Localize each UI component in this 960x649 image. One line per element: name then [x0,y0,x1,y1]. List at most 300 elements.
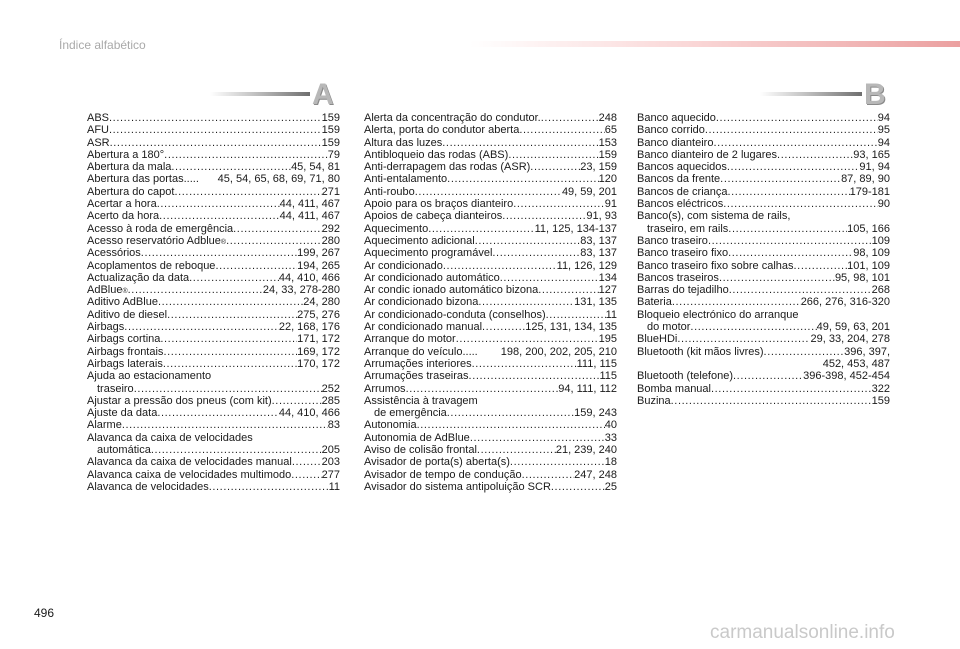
dot-leader [109,112,322,124]
index-entry [637,395,890,407]
index-entry-term: Ar condicionado manual [364,321,483,334]
dot-leader [472,358,577,370]
index-entry-pages: 87, 89, 90 [841,173,890,186]
index-entry-term: Aquecimento [364,222,429,235]
dot-leader [124,321,279,333]
index-entry [364,161,617,173]
index-column-3 [637,112,890,407]
index-entry-term: Banco corrido [637,124,705,137]
dot-leader [428,223,534,235]
watermark: carmanualsonline.info [710,622,895,643]
index-entry-term: Alarme [87,419,122,432]
index-entry-term: Assistência à travagem [364,394,478,407]
index-entry [364,260,617,272]
index-entry-pages: 285 [321,394,340,407]
index-entry-term: Anti-derrapagem das rodas (ASR) [364,161,531,174]
index-entry-term: Acessórios [87,247,141,260]
index-entry-pages: 22, 168, 176 [278,321,340,334]
dot-leader [417,419,605,431]
dot-leader [475,235,581,247]
index-entry-term: Alerta, porta do condutor aberta [364,124,520,137]
index-entry-pages: 452, 453, 487 [822,357,890,370]
index-entry-term: Aditivo de diesel [87,308,168,321]
dot-leader [508,149,598,161]
section-a-bar [210,92,310,96]
dot-leader [215,260,297,272]
index-entry [87,161,340,173]
index-entry [87,272,340,284]
index-entry [87,358,340,370]
index-entry-pages: 83 [327,419,340,432]
index-entry-pages: 94, 111, 112 [558,382,617,395]
index-entry-term: Bluetooth (telefone) [637,370,734,383]
dot-leader [406,383,559,395]
dot-leader [415,186,562,198]
index-entry [87,346,340,358]
dot-leader [163,358,297,370]
index-column-2 [364,112,617,493]
index-entry-term: Banco dianteiro [637,136,714,149]
index-entry-pages: 248 [598,112,617,124]
index-entry-pages: 134 [598,271,617,284]
index-entry-pages: 11 [328,480,340,493]
index-entry [637,149,890,161]
index-entry-pages: 252 [321,382,340,395]
dot-leader [522,469,575,481]
index-entry-term: Alavanca de velocidades [87,480,209,493]
index-entry [87,481,340,493]
index-entry-pages: 49, 59, 63, 201 [816,321,890,334]
index-entry-term: Autonomia de AdBlue [364,431,470,444]
index-entry-term: Acesso à roda de emergência [87,222,234,235]
index-entry-pages: 25 [604,480,617,493]
index-entry [364,358,617,370]
index-entry-term: Ar condicionado-conduta (conselhos) [364,308,546,321]
index-entry-term: Acoplamentos de reboque [87,259,216,272]
index-entry-term: Avisador de porta(s) aberta(s) [364,456,510,469]
index-entry-pages: 94 [877,136,890,149]
index-entry: AdBlue ® ..... 24, 33, 278-280 [87,284,340,296]
index-entry-pages: 268 [871,284,890,297]
index-entry-pages: 95, 98, 101 [834,271,890,284]
index-entry-pages: 44, 411, 467 [279,198,340,211]
index-entry-pages: 203 [321,456,340,469]
index-entry-pages: 44, 410, 466 [278,407,340,420]
dot-leader [510,456,605,468]
index-entry-term: Avisador do sistema antipoluição SCR [364,480,551,493]
index-entry-term: Banco traseiro fixo [637,247,729,260]
index-entry-term: Avisador de tempo de condução [364,468,522,481]
index-entry [364,272,617,284]
index-entry [364,284,617,296]
index-entry [87,260,340,272]
index-entry-pages: 322 [871,382,890,395]
dot-leader [157,407,278,419]
index-entry-pages: 24, 33, 278-280 [262,284,340,297]
index-entry-term: Banco traseiro fixo sobre calhas [637,259,794,272]
index-entry-pages: 159 [598,148,617,161]
index-entry-pages: 95 [877,124,890,137]
index-entry [364,149,617,161]
index-entry [87,370,340,382]
index-entry-pages: 105, 166 [847,222,890,235]
index-entry [364,395,617,407]
index-entry-term: Arranque do motor [364,333,456,346]
index-entry-term: Bancos aquecidos [637,161,727,174]
dot-leader [690,321,816,333]
index-entry [637,272,890,284]
index-entry [637,321,890,333]
index-entry-term: Airbags cortina [87,333,161,346]
index-entry-term: Arranque do veículo..... [364,345,478,358]
index-entry [364,296,617,308]
index-entry-term: Ar condicionado bizona [364,296,479,309]
index-entry: Acesso reservatório Adblue ® ..... 280 [87,235,340,247]
index-entry [87,137,340,149]
dot-leader [470,432,605,444]
index-entry-term: Arrumações interiores [364,357,472,370]
dot-leader [163,346,297,358]
index-entry [637,284,890,296]
index-entry-pages: 33 [604,431,617,444]
index-entry [87,419,340,431]
index-entry-pages: 23, 159 [580,161,617,174]
index-entry [637,198,890,210]
dot-leader [128,284,263,296]
index-entry [364,309,617,321]
index-entry-pages: 120 [598,173,617,186]
index-entry-term: AFU [87,124,109,137]
dot-leader [727,161,860,173]
dot-leader [447,407,574,419]
index-entry [637,358,890,370]
index-entry [637,235,890,247]
index-entry-term: Ajuste da data [87,407,158,420]
index-entry-pages: 11, 126, 129 [556,259,617,272]
dot-leader [171,161,291,173]
dot-leader [110,137,322,149]
index-entry [364,247,617,259]
dot-leader [729,284,872,296]
dot-leader [546,309,606,321]
index-entry [637,247,890,259]
index-entry [637,186,890,198]
index-entry-pages: 21, 239, 240 [555,444,617,457]
index-entry-pages: 170, 172 [297,357,340,370]
index-entry-term: Aquecimento adicional [364,234,475,247]
index-entry [364,432,617,444]
index-entry-pages: 111, 115 [576,357,617,370]
index-entry [364,346,617,358]
index-entry [87,173,340,185]
dot-leader [122,419,328,431]
index-entry-term: Banco dianteiro de 2 lugares [637,148,778,161]
dot-leader [719,272,835,284]
dot-leader [671,395,872,407]
index-entry-pages: 396, 397, [844,345,890,358]
index-entry [637,296,890,308]
index-entry-pages: 205 [321,444,340,457]
index-entry-term: Acertar a hora [87,198,157,211]
index-entry-pages: 44, 411, 467 [279,210,340,223]
dot-leader [728,223,847,235]
index-entry-pages: 115 [599,370,617,383]
index-entry [637,137,890,149]
index-entry-pages: 24, 280 [303,296,340,309]
index-entry-pages: 11, 125, 134-137 [534,222,617,235]
index-entry-term: Bancos de criança [637,185,728,198]
index-entry [364,481,617,493]
index-entry-term: Altura das luzes [364,136,443,149]
dot-leader [482,321,525,333]
index-entry-term: Airbags laterais [87,357,163,370]
index-entry-term: Actualização da data [87,271,190,284]
index-entry-pages: 159 [321,124,340,137]
index-entry-pages: 396-398, 452-454 [803,370,890,383]
index-entry-pages: 83, 137 [580,234,617,247]
index-entry-pages: 125, 131, 134, 135 [525,321,617,334]
index-entry [364,112,617,124]
index-entry [87,186,340,198]
index-entry-pages: 29, 33, 204, 278 [810,333,890,346]
index-entry [637,370,890,382]
index-entry-pages: 131, 135 [574,296,617,309]
dot-leader [456,333,599,345]
dot-leader [292,456,322,468]
index-entry-term: automática [97,444,151,457]
dot-leader [209,481,329,493]
index-entry [87,124,340,136]
dot-leader [720,173,841,185]
index-entry-pages: 91, 93 [586,210,617,223]
dot-leader [711,383,872,395]
index-entry [364,456,617,468]
dot-leader [151,444,322,456]
dot-leader [167,309,297,321]
dot-leader [469,370,600,382]
index-entry [87,309,340,321]
section-a-letter: A [312,78,334,111]
index-entry-term: Alavanca da caixa de velocidades manual [87,456,292,469]
index-entry [87,383,340,395]
index-entry [87,432,340,444]
index-entry [87,296,340,308]
index-entry-term: Barras do tejadilho [637,284,729,297]
index-entry-pages: 159 [321,136,340,149]
index-entry [87,333,340,345]
index-entry [637,223,890,235]
index-entry-pages: 292 [321,222,340,235]
index-entry-term: Bancos traseiros [637,271,719,284]
index-entry [87,112,340,124]
index-entry [364,198,617,210]
index-entry [87,407,340,419]
index-entry-term: traseiro, em rails [647,222,729,235]
index-entry-term: Apoio para os braços dianteiro [364,198,514,211]
index-entry-term: Anti-entalamento [364,173,448,186]
index-entry [87,321,340,333]
dot-leader [677,333,810,345]
index-entry-pages: 159 [871,394,890,407]
index-entry-term: Alerta da concentração do condutor. [364,112,541,124]
dot-leader [728,247,853,259]
dot-leader [764,346,845,358]
index-entry-term: Bluetooth (kit mãos livres) [637,345,764,358]
dot-leader [502,210,586,222]
dot-leader [141,247,297,259]
index-entry-term: BlueHDi [637,333,678,346]
dot-leader [705,124,878,136]
index-entry [364,137,617,149]
index-entry-pages: 93, 165 [853,148,890,161]
page-header-title: Índice alfabético [59,38,146,52]
index-entry-pages: 94 [877,112,890,124]
index-entry-pages: 271 [321,185,340,198]
index-entry [637,383,890,395]
dot-leader [733,370,803,382]
dot-leader [794,260,848,272]
index-column-1 [87,112,340,493]
dot-leader [109,124,322,136]
dot-leader [672,296,801,308]
index-entry-term: ASR [87,136,110,149]
index-entry-pages: 91 [604,198,617,211]
index-entry-term: Banco traseiro [637,234,708,247]
dot-leader [447,173,598,185]
dot-leader [477,444,556,456]
index-entry-pages: 79 [327,148,340,161]
index-entry [637,346,890,358]
index-entry-term: Banco(s), com sistema de rails, [637,210,791,223]
index-entry [364,223,617,235]
index-entry [364,210,617,222]
index-entry-pages: 98, 109 [853,247,890,260]
index-entry-pages: 179-181 [849,185,890,198]
index-entry [637,173,890,185]
index-entry-term: Bancos da frente [637,173,721,186]
index-entry-term: Anti-roubo [364,185,415,198]
dot-leader [157,198,280,210]
index-entry-pages: 18 [604,456,617,469]
dot-leader [708,235,872,247]
index-entry [364,186,617,198]
index-entry-pages: 159, 243 [574,407,617,420]
dot-leader [291,469,321,481]
index-entry-term: Banco aquecido [637,112,716,124]
index-entry-pages: 40 [604,419,617,432]
index-entry-pages: 44, 410, 466 [278,271,340,284]
dot-leader [777,149,853,161]
dot-leader [713,137,877,149]
index-entry [637,260,890,272]
index-entry [364,124,617,136]
index-entry-term: Autonomia [364,419,417,432]
section-b-letter: B [864,78,886,111]
index-entry-term: Ajuda ao estacionamento [87,370,212,383]
dot-leader [233,223,321,235]
header-accent-bar [470,41,960,47]
index-entry-pages: 127 [598,284,617,297]
index-entry-term: Abertura das portas..... [87,173,199,186]
dot-leader [158,296,303,308]
index-entry-term: AdBlue [87,284,123,297]
index-entry-term: traseiro [97,382,134,395]
index-entry-term: Airbags frontais [87,345,164,358]
index-entry [87,444,340,456]
index-entry [637,124,890,136]
index-entry-pages: 49, 59, 201 [561,185,617,198]
index-entry-pages: 45, 54, 65, 68, 69, 71, 80 [217,173,340,186]
index-entry [87,223,340,235]
dot-leader [492,247,580,259]
dot-leader [160,333,297,345]
section-b-bar [760,92,862,96]
dot-leader [728,186,850,198]
index-entry-term: Antibloqueio das rodas (ABS) [364,148,509,161]
index-entry [637,161,890,173]
index-entry-term: Aquecimento programável [364,247,493,260]
index-entry-term: Bateria [637,296,672,309]
index-entry-pages: 90 [877,198,890,211]
index-entry-term: Bloqueio electrónico do arranque [637,308,799,321]
dot-leader [723,198,878,210]
dot-leader [541,112,599,124]
index-entry [364,173,617,185]
dot-leader [174,186,321,198]
index-entry [87,210,340,222]
index-entry-pages: 169, 172 [297,345,340,358]
index-entry-term: Alavanca da caixa de velocidades [87,431,253,444]
index-entry [637,112,890,124]
index-entry-term: Bomba manual [637,382,711,395]
index-entry-pages: 266, 276, 316-320 [800,296,890,309]
dot-leader [159,210,279,222]
index-entry-pages: 109 [871,234,890,247]
dot-leader [443,260,557,272]
index-entry-pages: 159 [321,112,340,124]
index-entry-pages: 83, 137 [580,247,617,260]
index-entry [364,370,617,382]
index-entry [364,469,617,481]
index-entry-term: Apoios de cabeça dianteiros [364,210,503,223]
dot-leader [716,112,878,124]
index-entry-pages: 275, 276 [297,308,340,321]
index-entry-term: Alavanca caixa de velocidades multimodo [87,468,292,481]
index-entry [87,247,340,259]
index-entry [364,419,617,431]
dot-leader [530,161,580,173]
index-entry-term: Aviso de colisão frontal [364,444,477,457]
index-entry-term: Abertura do capot [87,185,175,198]
index-entry-term: Abertura a 180° [87,148,165,161]
dot-leader [551,481,605,493]
index-entry-term: Abertura da mala [87,161,172,174]
index-entry [364,407,617,419]
index-entry-term: Acerto da hora [87,210,160,223]
index-entry-term: Airbags [87,321,125,334]
index-entry-pages: 195 [598,333,617,346]
index-entry-term: ABS [87,112,110,124]
index-entry [637,210,890,222]
index-entry-term: Ar condic ionado automático bizona [364,284,539,297]
index-entry-term: Buzina [637,394,671,407]
index-entry-pages: 45, 54, 81 [291,161,340,174]
index-entry-term: Ajustar a pressão dos pneus (com kit) [87,394,272,407]
index-entry [87,456,340,468]
dot-leader [478,296,574,308]
index-entry-pages: 11 [605,308,617,321]
dot-leader [513,198,605,210]
